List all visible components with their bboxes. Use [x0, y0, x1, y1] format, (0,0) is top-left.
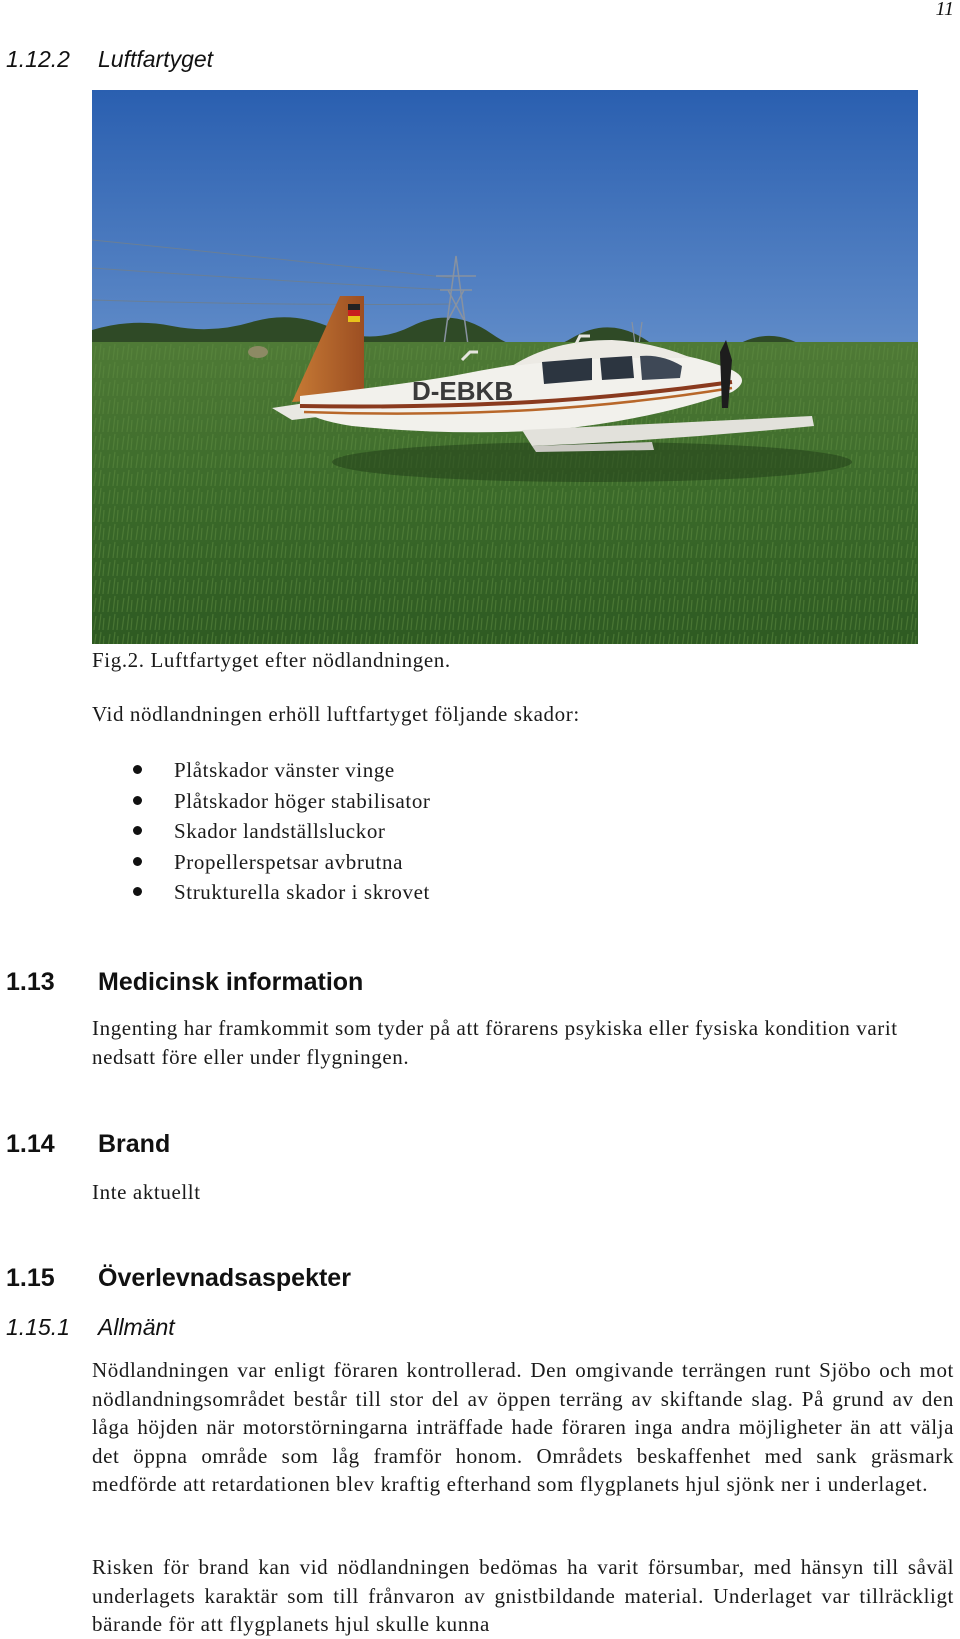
section-number: 1.15.1	[6, 1314, 70, 1340]
list-item	[92, 756, 692, 787]
section-number: 1.12.2	[6, 46, 70, 72]
section-title: Brand	[98, 1130, 171, 1158]
list-item	[92, 878, 692, 909]
list-item	[92, 817, 692, 848]
section-1-14-text: Inte aktuellt	[92, 1180, 201, 1204]
section-1-15-1-paragraph-1: Nödlandningen var enligt föraren kontrollerad. Den omgivande terrängen runt Sjöbo och mot nödlandningsområdet består till stor del av öppen terräng av skiftande slag. På grund av den låga höjden när motorstörningarna inträffade hade föraren inga andra möjligheter än att välja det öppna område som låg framför honom. Områdets beskaffenhet med sank gräsmark medförde att retardationen blev kraftig efterhand som flygplanets hjul sjönk ner i underlaget.	[92, 1358, 954, 1496]
bullet-icon	[133, 826, 142, 835]
list-item	[92, 787, 692, 818]
list-item-text: Plåtskador vänster vinge	[174, 758, 395, 782]
list-item	[92, 848, 692, 879]
section-number: 1.15	[6, 1264, 55, 1292]
bullet-icon	[133, 765, 142, 774]
bullet-icon	[133, 857, 142, 866]
section-title: Överlevnadsaspekter	[98, 1264, 351, 1292]
section-heading-1-14	[6, 1130, 170, 1159]
section-number: 1.13	[6, 968, 55, 996]
section-title: Luftfartyget	[98, 46, 214, 72]
list-item-text: Propellerspetsar avbrutna	[174, 849, 404, 874]
figure-caption: Fig.2. Luftfartyget efter nödlandningen.	[92, 648, 451, 672]
section-1-13-text: Ingenting har framkommit som tyder på att förarens psykiska eller fysiska kondition varit nedsatt före eller under flygningen.	[92, 1016, 898, 1069]
section-title: Allmänt	[98, 1314, 175, 1340]
page-number: 11	[935, 0, 954, 20]
section-title: Medicinsk information	[98, 968, 364, 996]
bullet-icon	[133, 796, 142, 805]
list-item-text: Skador landställsluckor	[174, 819, 386, 843]
damage-intro: Vid nödlandningen erhöll luftfartyget följande skador:	[92, 702, 580, 726]
section-1-15-1-paragraph-2: Risken för brand kan vid nödlandningen bedömas ha varit försumbar, med hänsyn till såväl underlagets karaktär som till frånvaron av gnistbildande material. Underlaget var tillräckligt bärande för att flygplanets hjul skulle kunna	[92, 1555, 954, 1636]
aircraft-registration: D-EBKB	[412, 376, 514, 406]
damage-list	[92, 756, 692, 909]
aircraft-photo	[92, 90, 918, 644]
list-item-text: Plåtskador höger stabilisator	[174, 788, 431, 813]
bullet-icon	[133, 887, 142, 896]
section-number: 1.14	[6, 1130, 55, 1158]
section-heading-1-15	[6, 1264, 351, 1293]
section-heading-1-15-1	[6, 1314, 175, 1341]
section-heading-1-12-2	[6, 46, 213, 73]
section-heading-1-13	[6, 968, 363, 997]
list-item-text: Strukturella skador i skrovet	[174, 880, 430, 904]
